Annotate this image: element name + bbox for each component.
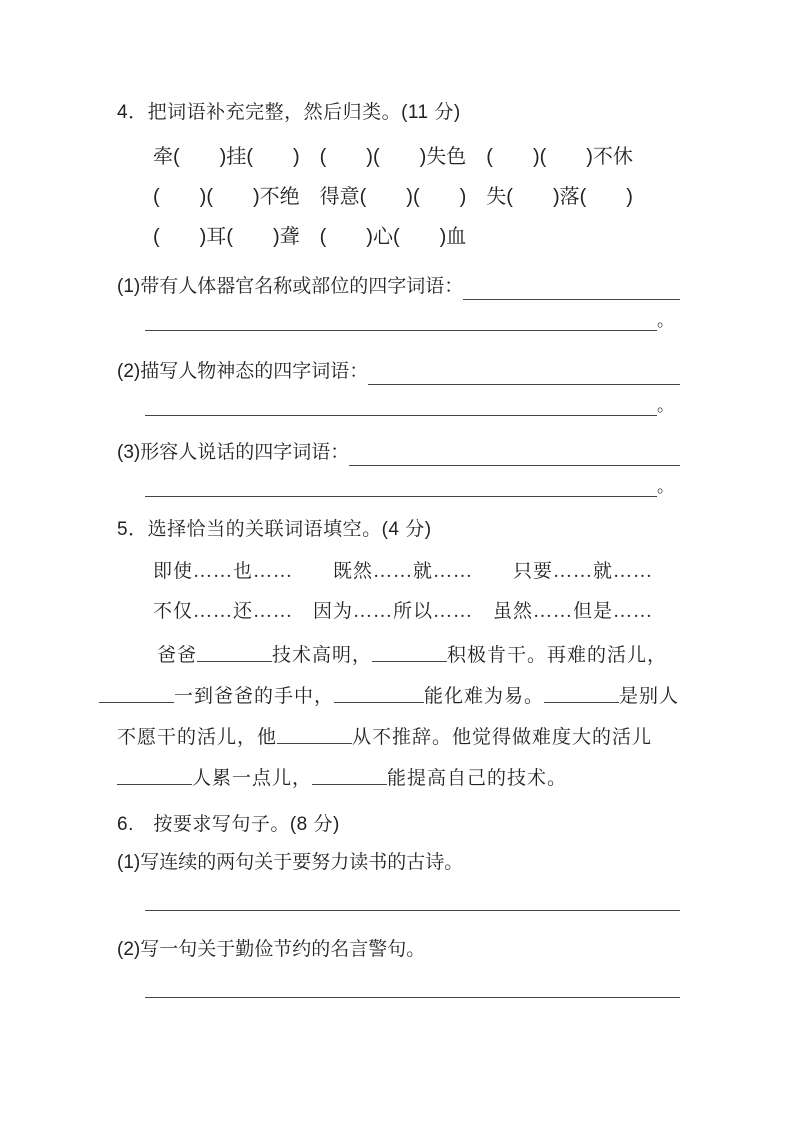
- q5-answer-blank: [334, 684, 424, 703]
- q4-subitem-3: [117, 440, 680, 466]
- q5-answer-blank: [277, 725, 352, 744]
- question-5-heading: 5．选择恰当的关联词语填空。(4 分): [117, 519, 432, 540]
- q5-passage-text: 不愿干的活儿，他: [117, 727, 278, 748]
- q6-subitem-2-answer-line: [145, 971, 680, 998]
- q4-subitem-2-period: 。: [657, 396, 674, 415]
- question-4: [117, 100, 680, 497]
- q4-subitem-2: [117, 359, 680, 385]
- q6-subitem-2-answer-row: [117, 971, 680, 998]
- q4-subitem-2-label: (2)描写人物神态的四字词语：: [117, 361, 369, 382]
- q4-subitem-1-label: (1)带有人体器官名称或部位的四字词语：: [117, 276, 464, 297]
- question-6: [117, 812, 680, 998]
- q4-word-row-1: 牵( )挂( ) ( )( )失色 ( )( )不休: [153, 146, 633, 168]
- q5-passage-text: 人累一点儿，: [192, 768, 313, 789]
- question-6-heading: 6. 按要求写句子。(8 分): [117, 814, 340, 835]
- q5-passage-line-1: [117, 643, 680, 669]
- q4-subitem-1-period: 。: [657, 311, 674, 330]
- q4-subitem-1: [117, 274, 680, 300]
- q5-passage-text: 爸爸: [157, 645, 198, 666]
- q5-answer-blank: [312, 766, 387, 785]
- q4-subitem-3-period: 。: [657, 477, 674, 496]
- q5-passage-text: 积极肯干。再难的活儿，: [447, 645, 668, 666]
- question-5: [117, 517, 680, 792]
- q4-subitem-3-answer-line: [349, 441, 680, 466]
- q4-subitem-2-answer-line: [368, 360, 680, 385]
- q4-subitem-2-continuation: [117, 391, 674, 416]
- q5-conjunction-options-row-1: 即使……也…… 既然……就…… 只要……就……: [153, 561, 654, 582]
- q4-word-row-3: ( )耳( )聋 ( )心( )血: [153, 226, 467, 248]
- q5-answer-blank: [117, 766, 192, 785]
- q4-subitem-1-answer-line: [463, 275, 680, 300]
- q6-subitem-2-label: (2)写一句关于勤俭节约的名言警句。: [117, 939, 426, 960]
- q5-passage-text: 一到爸爸的手中，: [174, 686, 335, 707]
- q6-subitem-1-answer-line: [145, 884, 680, 911]
- q5-passage-text: 技术高明，: [272, 645, 373, 666]
- q5-answer-blank: [99, 684, 174, 703]
- q6-subitem-1-answer-row: [117, 884, 680, 911]
- q5-conjunction-options-row-2: 不仅……还…… 因为……所以…… 虽然……但是……: [153, 601, 654, 622]
- q5-passage-line-3: [117, 725, 680, 751]
- q4-subitem-1-continuation: [117, 306, 674, 331]
- q5-passage-line-4: [117, 766, 680, 792]
- q5-passage-text: 从不推辞。他觉得做难度大的活儿: [352, 727, 653, 748]
- q5-answer-blank: [372, 643, 447, 662]
- q5-passage-text: 能提高自己的技术。: [387, 768, 568, 789]
- q4-subitem-2-answer-line-2: [145, 391, 657, 416]
- q4-word-row-2: ( )( )不绝 得意( )( ) 失( )落( ): [153, 186, 633, 208]
- q4-subitem-3-answer-line-2: [145, 472, 657, 497]
- q4-subitem-3-continuation: [117, 472, 674, 497]
- q5-answer-blank: [197, 643, 272, 662]
- q6-subitem-1-label: (1)写连续的两句关于要努力读书的古诗。: [117, 852, 464, 873]
- q5-passage-text: 是别人: [619, 686, 680, 707]
- q4-subitem-3-label: (3)形容人说话的四字词语：: [117, 442, 350, 463]
- q5-answer-blank: [544, 684, 619, 703]
- q5-passage-line-2: [117, 684, 680, 710]
- q4-subitem-1-answer-line-2: [145, 306, 657, 331]
- question-4-heading: 4．把词语补充完整，然后归类。(11 分): [117, 102, 461, 123]
- q5-passage-text: 能化难为易。: [424, 686, 545, 707]
